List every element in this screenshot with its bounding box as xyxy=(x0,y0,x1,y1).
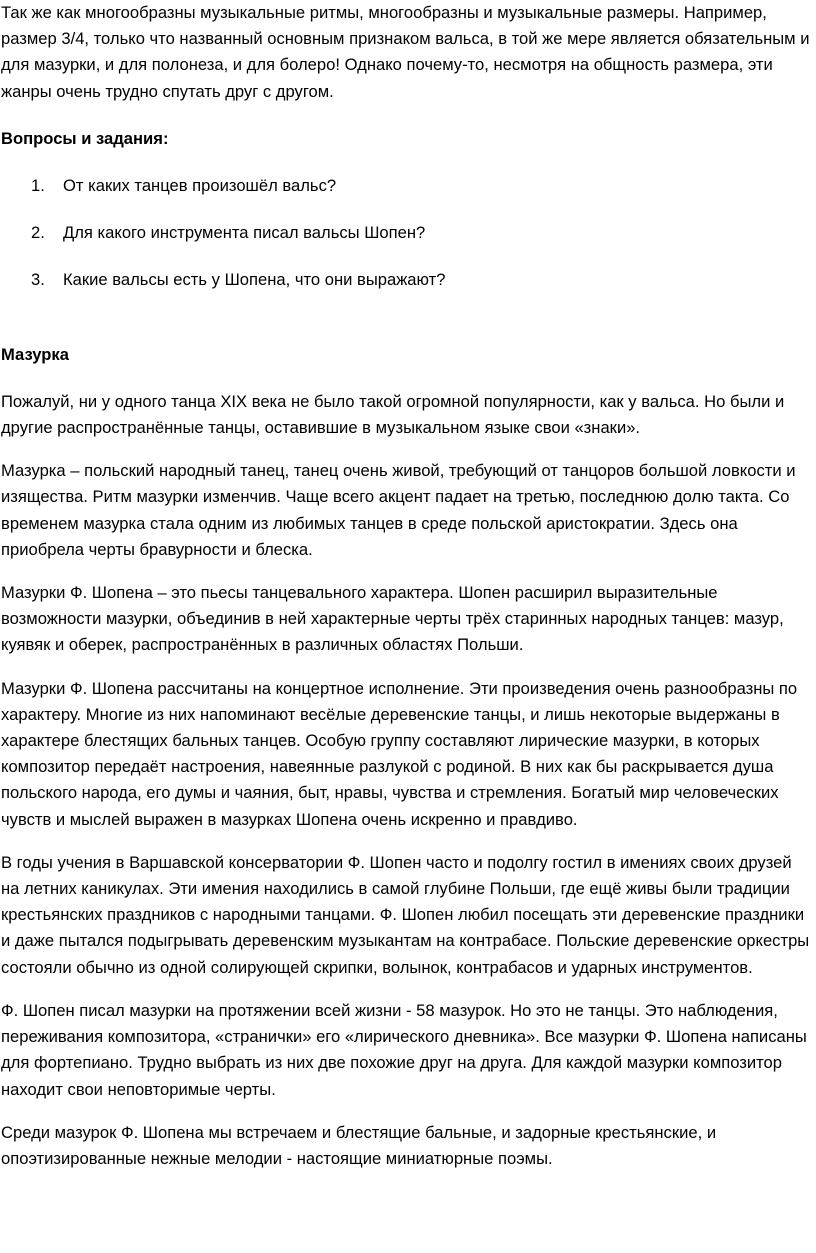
body-paragraph: Мазурки Ф. Шопена – это пьесы танцевального характера. Шопен расширил выразительные возможности мазурки, объединив в ней характерные черты трёх старинных народных танцев: мазур, куявяк и оберек, распространённых в различных областях Польши. xyxy=(1,583,784,655)
body-paragraph: Мазурка – польский народный танец, танец очень живой, требующий от танцоров большой ловкости и изящества. Ритм мазурки изменчив. Чаще всего акцент падает на третью, последнюю долю такта. Со временем мазурка стала одним из любимых танцев в среде польской аристократии. Здесь она приобрела черты бравурности и блеска. xyxy=(1,461,796,559)
list-item xyxy=(1,220,810,246)
questions-list xyxy=(1,173,810,294)
body-paragraph: Ф. Шопен писал мазурки на протяжении всей жизни - 58 мазурок. Но это не танцы. Это наблюдения, переживания композитора, «странички» его «лирического дневника». Все мазурки Ф. Шопена написаны для фортепиано. Трудно выбрать из них две похожие друг на друга. Для каждой мазурки композитор находит свои неповторимые черты. xyxy=(1,1000,807,1099)
list-item-text: Для какого инструмента писал вальсы Шопен? xyxy=(63,223,426,243)
list-item-number: 3. xyxy=(31,270,45,290)
list-item-text: Какие вальсы есть у Шопена, что они выражают? xyxy=(63,270,446,290)
section-heading-mazurka: Мазурка xyxy=(1,344,69,364)
list-item-text: От каких танцев произошёл вальс? xyxy=(63,176,337,196)
body-paragraph: В годы учения в Варшавской консерватории Ф. Шопен часто и подолгу гостил в имениях своих друзей на летних каникулах. Эти имения находились в самой глубине Польши, где ещё живы были традиции крестьянских праздников с народными танцами. Ф. Шопен любил посещать эти деревенские праздники и даже пытался подыгрывать деревенским музыкантам на контрабасе. Польские деревенские оркестры состояли обычно из одной солирующей скрипки, волынок, контрабасов и ударных инструментов. xyxy=(1,852,810,977)
list-item xyxy=(1,173,810,199)
intro-paragraph: Так же как многообразны музыкальные ритмы, многообразны и музыкальные размеры. Например, размер 3/4, только что названный основным признаком вальса, в той же мере является обязательным и для мазурки, и для полонеза, и для болеро! Однако почему-то, несмотря на общность размера, эти жанры очень трудно спутать друг с другом. xyxy=(1,3,810,101)
questions-heading: Вопросы и задания: xyxy=(1,128,169,148)
body-paragraph: Пожалуй, ни у одного танца XIX века не было такой огромной популярности, как у вальса. Но были и другие распространённые танцы, оставившие в музыкальном языке свои «знаки». xyxy=(1,391,785,438)
body-paragraph: Мазурки Ф. Шопена рассчитаны на концертное исполнение. Эти произведения очень разнообразны по характеру. Многие из них напоминают весёлые деревенские танцы, и лишь некоторые выдержаны в характере блестящих бальных танцев. Особую группу составляют лирические мазурки, в которых композитор передаёт настроения, навеянные разлукой с родиной. В них как бы раскрывается душа польского народа, его думы и чаяния, быт, нравы, чувства и стремления. Богатый мир человеческих чувств и мыслей выражен в мазурках Шопена очень искренно и правдиво. xyxy=(1,678,798,829)
list-item-number: 2. xyxy=(31,223,45,243)
body-paragraph: Среди мазурок Ф. Шопена мы встречаем и блестящие бальные, и задорные крестьянские, и опоэтизированные нежные мелодии - настоящие миниатюрные поэмы. xyxy=(1,1122,717,1168)
list-item xyxy=(1,267,810,293)
list-item-number: 1. xyxy=(31,176,45,196)
